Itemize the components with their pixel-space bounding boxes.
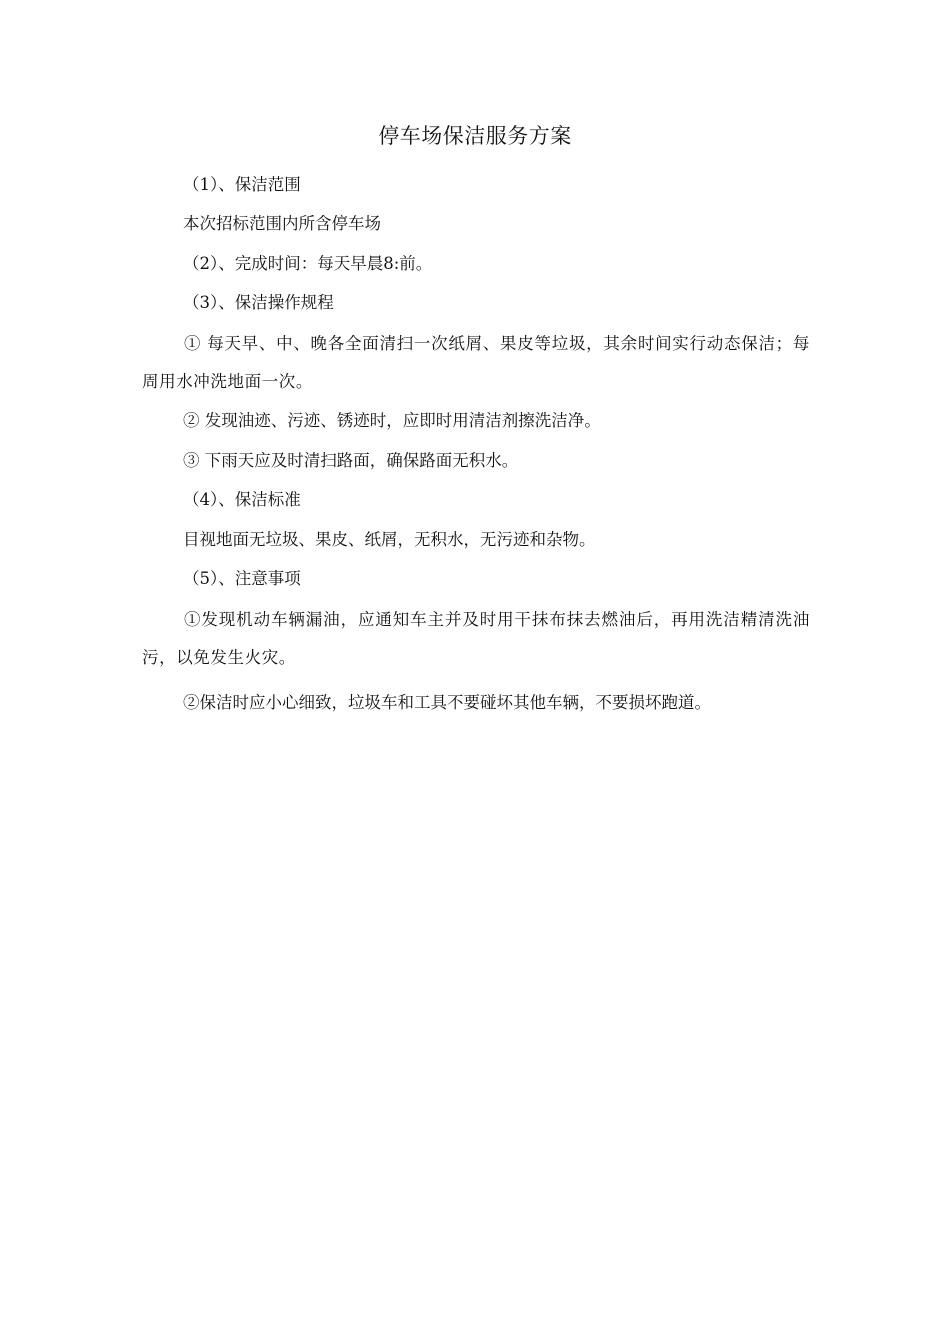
procedure-item-3: ③ 下雨天应及时清扫路面，确保路面无积水。 (183, 451, 519, 470)
procedure-heading: （3）、保洁操作规程 (183, 293, 334, 312)
notes-heading: （5）、注意事项 (183, 569, 301, 588)
note-item-2: ②保洁时应小心细致，垃圾车和工具不要碰坏其他车辆，不要损坏跑道。 (183, 693, 711, 712)
standard-text: 目视地面无垃圾、果皮、纸屑，无积水，无污迹和杂物。 (183, 530, 596, 549)
completion-time: （2）、完成时间：每天早晨8:前。 (183, 254, 433, 273)
document-title: 停车场保洁服务方案 (378, 124, 572, 148)
scope-text: 本次招标范围内所含停车场 (183, 214, 381, 233)
procedure-item-2: ② 发现油迹、污迹、锈迹时，应即时用清洁剂擦洗洁净。 (183, 411, 601, 430)
scope-heading: （1）、保洁范围 (183, 175, 301, 194)
note-item-1: ①发现机动车辆漏油，应通知车主并及时用干抹布抹去燃油后，再用洗洁精清洗油污，以免发生火灾。 (142, 610, 810, 667)
procedure-item-1: ① 每天早、中、晚各全面清扫一次纸屑、果皮等垃圾，其余时间实行动态保洁；每周用水冲洗地面一次。 (142, 334, 810, 391)
standard-heading: （4）、保洁标准 (183, 490, 301, 509)
